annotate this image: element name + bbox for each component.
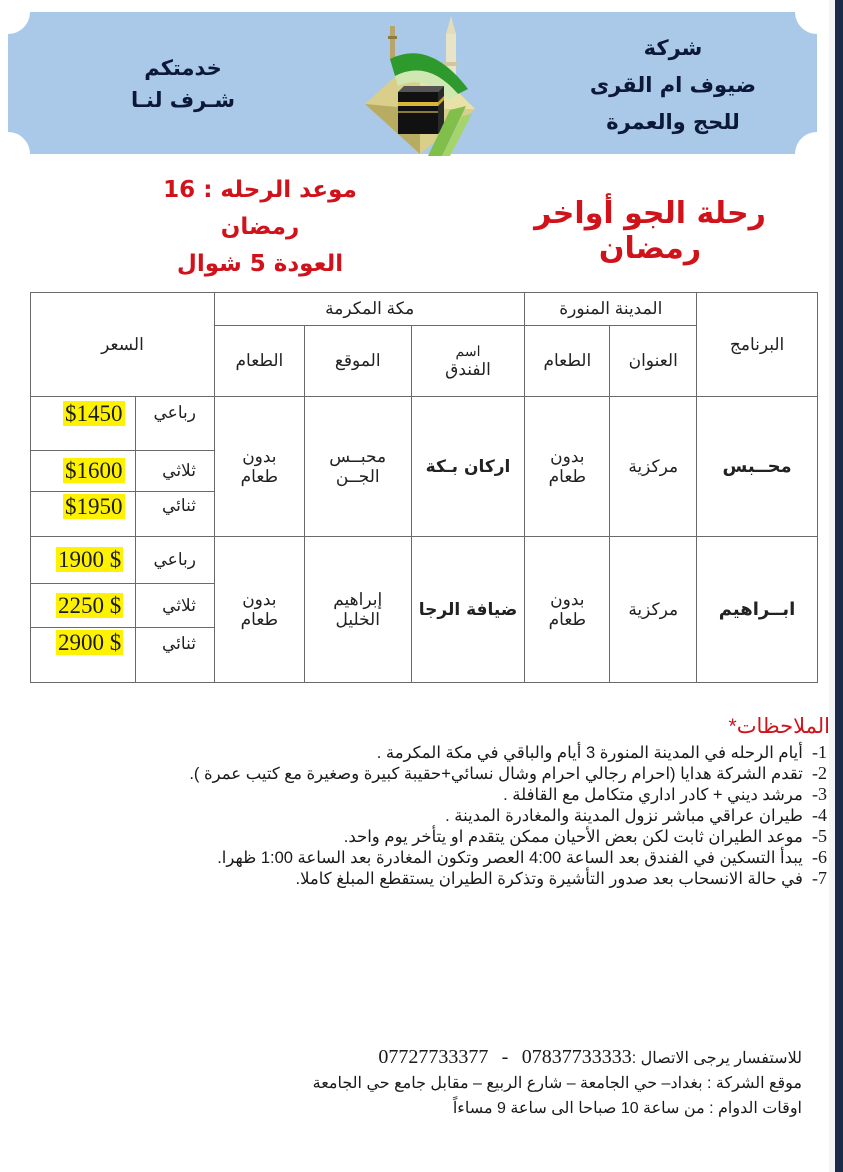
food-line: طعام [240, 466, 279, 486]
price-cell [31, 537, 136, 584]
header-madinah-address: العنوان [610, 326, 697, 397]
phone-label: للاستفسار يرجى الاتصال : [631, 1050, 802, 1067]
food-line: بدون [550, 446, 585, 466]
departure-date: موعد الرحله : 16 رمضان [163, 177, 357, 240]
madinah-address: مركزية [610, 397, 697, 537]
price-value: $ 1900 [58, 547, 122, 572]
slogan-line: شـرف لنـا [130, 88, 236, 112]
program-name: ابــراهيم [697, 537, 818, 683]
header-price: السعر [31, 293, 215, 397]
note-number: 5- [812, 826, 827, 846]
header-makkah-location: الموقع [304, 326, 411, 397]
note-item [150, 826, 827, 847]
room-type: ثلاثي [136, 584, 215, 628]
note-number: 2- [812, 763, 827, 783]
phone-line [230, 1045, 802, 1071]
banner-corner [8, 12, 30, 34]
header-makkah-food: الطعام [214, 326, 304, 397]
company-name [568, 30, 778, 141]
phone-number[interactable]: 07727733377 [378, 1046, 489, 1068]
note-text: تقدم الشركة هدايا (احرام رجالي احرام وشال نسائي+حقيبة كبيرة وصغيرة مع كتيب عمرة ). [189, 765, 803, 783]
note-number: 1- [812, 742, 827, 762]
trip-title: رحلة الجو أواخر رمضان [534, 196, 766, 266]
note-item [150, 742, 827, 763]
slogan [118, 52, 248, 116]
header-makkah-hotel [411, 326, 525, 397]
return-date: العودة 5 شوال [176, 251, 344, 277]
note-number: 7- [812, 868, 827, 888]
note-text: في حالة الانسحاب بعد صدور التأشيرة وتذكرة الطيران يستقطع المبلغ كاملا. [295, 870, 803, 888]
price-cell [31, 451, 136, 492]
makkah-food [214, 397, 304, 537]
note-item [150, 868, 827, 889]
makkah-location [304, 537, 411, 683]
notes-title: الملاحظات* [728, 715, 830, 738]
company-name-line: ضيوف ام القرى [589, 73, 757, 97]
kaaba-mosque-logo-icon [350, 14, 490, 156]
price-cell [31, 492, 136, 537]
note-text: يبدأ التسكين في الفندق بعد الساعة 4:00 العصر وتكون المغادرة بعد الساعة 1:00 ظهرا. [217, 849, 803, 867]
header-madinah: المدينة المنورة [525, 293, 697, 326]
banner-corner [795, 12, 817, 34]
food-line: طعام [548, 466, 587, 486]
phone-separator: - [501, 1046, 509, 1068]
room-type: ثلاثي [136, 451, 215, 492]
note-text: مرشد ديني + كادر اداري متكامل مع القافلة . [503, 786, 803, 804]
location-line: الخليل [335, 609, 380, 629]
banner-corner [795, 132, 817, 154]
phone-number[interactable]: 07837733333 [521, 1046, 632, 1068]
note-item [150, 847, 827, 868]
working-hours: اوقات الدوام : من ساعة 10 صباحا الى ساعة 9 مساءاً [452, 1100, 802, 1117]
food-line: طعام [240, 609, 279, 629]
room-type: رباعي [136, 537, 215, 584]
program-name: محــبس [697, 397, 818, 537]
location-line: محبــس [329, 446, 387, 466]
note-text: موعد الطيران ثابت لكن بعض الأحيان ممكن يتقدم او يتأخر يوم واحد. [343, 828, 803, 846]
location-line: إبراهيم [333, 589, 383, 609]
table-row [31, 537, 818, 584]
food-line: طعام [548, 609, 587, 629]
makkah-hotel: اركان بـكة [411, 397, 525, 537]
makkah-hotel: ضيافة الرجا [411, 537, 525, 683]
location-line: الجــن [335, 466, 380, 486]
price-value: $1950 [65, 494, 123, 519]
contact-info [230, 1045, 802, 1121]
food-line: بدون [242, 589, 277, 609]
note-number: 6- [812, 847, 827, 867]
header-program: البرنامج [697, 293, 818, 397]
company-address: موقع الشركة : بغداد– حي الجامعة – شارع الربيع – مقابل جامع حي الجامعة [312, 1075, 802, 1092]
room-type: ثنائي [136, 628, 215, 683]
header-madinah-food: الطعام [525, 326, 610, 397]
price-cell [31, 397, 136, 451]
note-item [150, 763, 827, 784]
makkah-food [214, 537, 304, 683]
note-text: أيام الرحله في المدينة المنورة 3 أيام والباقي في مكة المكرمة . [376, 744, 803, 762]
trip-dates [130, 172, 390, 283]
header-hotel-line: الفندق [445, 359, 491, 379]
note-number: 4- [812, 805, 827, 825]
price-value: $ 2250 [58, 592, 122, 618]
company-name-line: شركة [643, 36, 703, 60]
note-item [150, 805, 827, 826]
note-item [150, 784, 827, 805]
page-edge-border [835, 0, 843, 1172]
note-number: 3- [812, 784, 827, 804]
makkah-location [304, 397, 411, 537]
price-cell [31, 628, 136, 683]
company-name-line: للحج والعمرة [606, 110, 740, 134]
room-type: ثنائي [136, 492, 215, 537]
price-value: $1600 [65, 458, 123, 483]
price-value: $ 2900 [58, 630, 122, 655]
madinah-food [525, 397, 610, 537]
note-text: طيران عراقي مباشر نزول المدينة والمغادرة المدينة . [445, 807, 803, 825]
table-row [31, 397, 818, 451]
packages-table [30, 292, 818, 683]
banner-corner [8, 132, 30, 154]
header-hotel-line: اسم [455, 342, 481, 359]
slogan-line: خدمتكم [144, 56, 222, 80]
price-cell [31, 584, 136, 628]
madinah-address: مركزية [610, 537, 697, 683]
food-line: بدون [242, 446, 277, 466]
price-value: $1450 [65, 401, 123, 426]
room-type: رباعي [136, 397, 215, 451]
madinah-food [525, 537, 610, 683]
notes-section [150, 712, 830, 889]
header-makkah: مكة المكرمة [214, 293, 524, 326]
food-line: بدون [550, 589, 585, 609]
